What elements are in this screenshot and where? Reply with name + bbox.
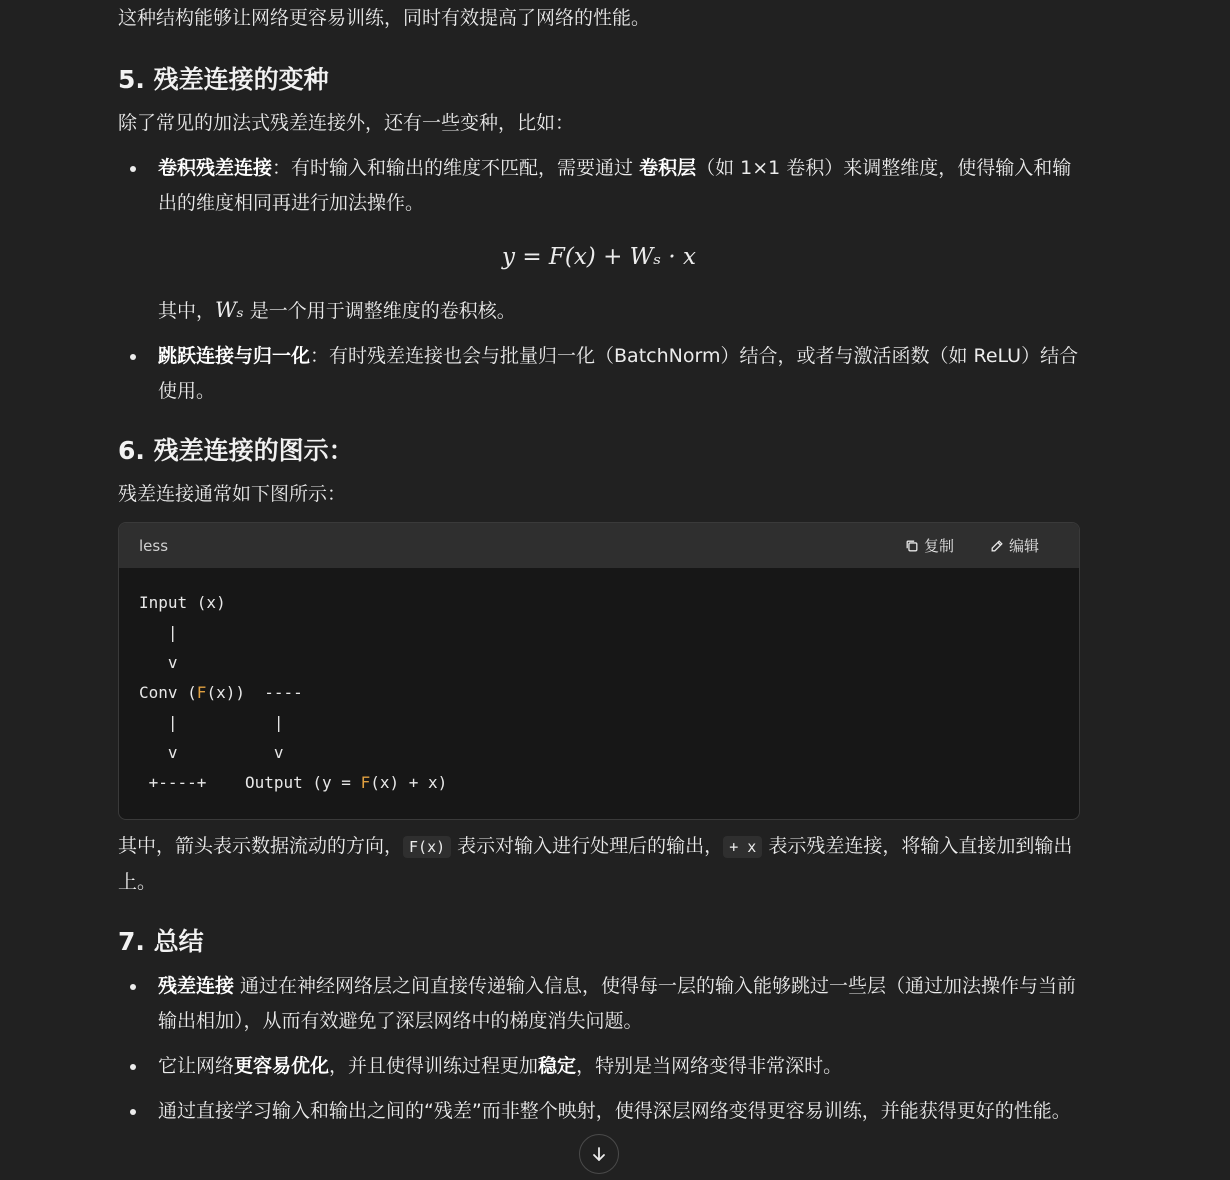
list-item-text: ：有时残差连接也会与批量归一化（BatchNorm）结合，或者与激活函数（如 ReLU）结合使用。 bbox=[158, 345, 1079, 402]
code-header bbox=[119, 523, 1079, 568]
scroll-down-button[interactable] bbox=[579, 1134, 619, 1174]
code-language: less bbox=[139, 536, 169, 555]
list-item bbox=[118, 969, 1080, 1039]
code-line: Input (x) bbox=[139, 593, 226, 612]
list-item: 它让网络更容易优化，并且使得训练过程更加稳定，特别是当网络变得非常深时。 bbox=[118, 1049, 1080, 1084]
list-item-text: ：有时输入和输出的维度不匹配，需要通过 bbox=[272, 157, 634, 179]
arrow-down-icon bbox=[590, 1145, 608, 1163]
section5-heading: 5. 残差连接的变种 bbox=[118, 65, 329, 94]
formula-note: 其中，Wₛ 是一个用于调整维度的卷积核。 bbox=[158, 298, 516, 322]
copy-label: 复制 bbox=[923, 537, 954, 555]
code-line: v bbox=[139, 653, 178, 672]
bold-term: 更容易优化 bbox=[234, 1055, 330, 1077]
bold-term: 残差连接 bbox=[158, 975, 235, 997]
code-line: +----+ Output (y = F(x) + x) bbox=[139, 773, 448, 792]
code-line: | | bbox=[139, 713, 284, 732]
section5-lead: 除了常见的加法式残差连接外，还有一些变种，比如： bbox=[118, 112, 575, 134]
math-var: Wₛ bbox=[215, 298, 244, 322]
section5-list bbox=[118, 151, 1080, 409]
list-item bbox=[118, 339, 1080, 409]
code-line: | bbox=[139, 623, 178, 642]
bold-term: 稳定 bbox=[538, 1055, 577, 1077]
list-item-text: 通过直接学习输入和输出之间的“残差”而非整个映射，使得深层网络变得更容易训练，并能获得更好的性能。 bbox=[158, 1100, 1071, 1122]
code-body bbox=[119, 568, 1079, 818]
code-line: v v bbox=[139, 743, 284, 762]
bold-term: 卷积层 bbox=[639, 157, 697, 179]
list-item bbox=[118, 151, 1080, 329]
intro-text: 这种结构能够让网络更容易训练，同时有效提高了网络的性能。 bbox=[118, 7, 651, 29]
list-item-text: 通过在神经网络层之间直接传递输入信息，使得每一层的输入能够跳过一些层（通过加法操作与当前输出相加），从而有效避免了深层网络中的梯度消失问题。 bbox=[158, 975, 1077, 1032]
list-item-text: （如 1×1 卷积）来调整维度，使得输入和输出的维度相同再进行加法操作。 bbox=[158, 157, 1072, 214]
inline-code: F(x) bbox=[403, 836, 451, 858]
inline-code: + x bbox=[723, 836, 762, 858]
copy-icon bbox=[905, 539, 919, 553]
list-item bbox=[118, 1094, 1080, 1129]
section6-lead: 残差连接通常如下图所示： bbox=[118, 483, 347, 505]
diagram-explanation: 其中，箭头表示数据流动的方向， F(x) 表示对输入进行处理后的输出， + x 表示残差连接，将输入直接加到输出上。 bbox=[118, 835, 1073, 893]
code-line: Conv (F(x)) ---- bbox=[139, 683, 303, 702]
pencil-icon bbox=[990, 539, 1004, 553]
edit-button[interactable] bbox=[990, 535, 1039, 556]
section7-heading: 7. 总结 bbox=[118, 927, 204, 956]
copy-button[interactable] bbox=[905, 535, 954, 556]
section6-heading: 6. 残差连接的图示： bbox=[118, 436, 354, 465]
bold-term: 卷积残差连接 bbox=[158, 157, 273, 179]
bold-term: 跳跃连接与归一化 bbox=[158, 345, 311, 367]
after-code-content bbox=[118, 829, 1080, 1122]
section7-list bbox=[118, 969, 1080, 1129]
code-block bbox=[118, 522, 1080, 820]
formula: y = F(x) + Wₛ · x bbox=[502, 244, 696, 270]
edit-label: 编辑 bbox=[1008, 537, 1039, 555]
